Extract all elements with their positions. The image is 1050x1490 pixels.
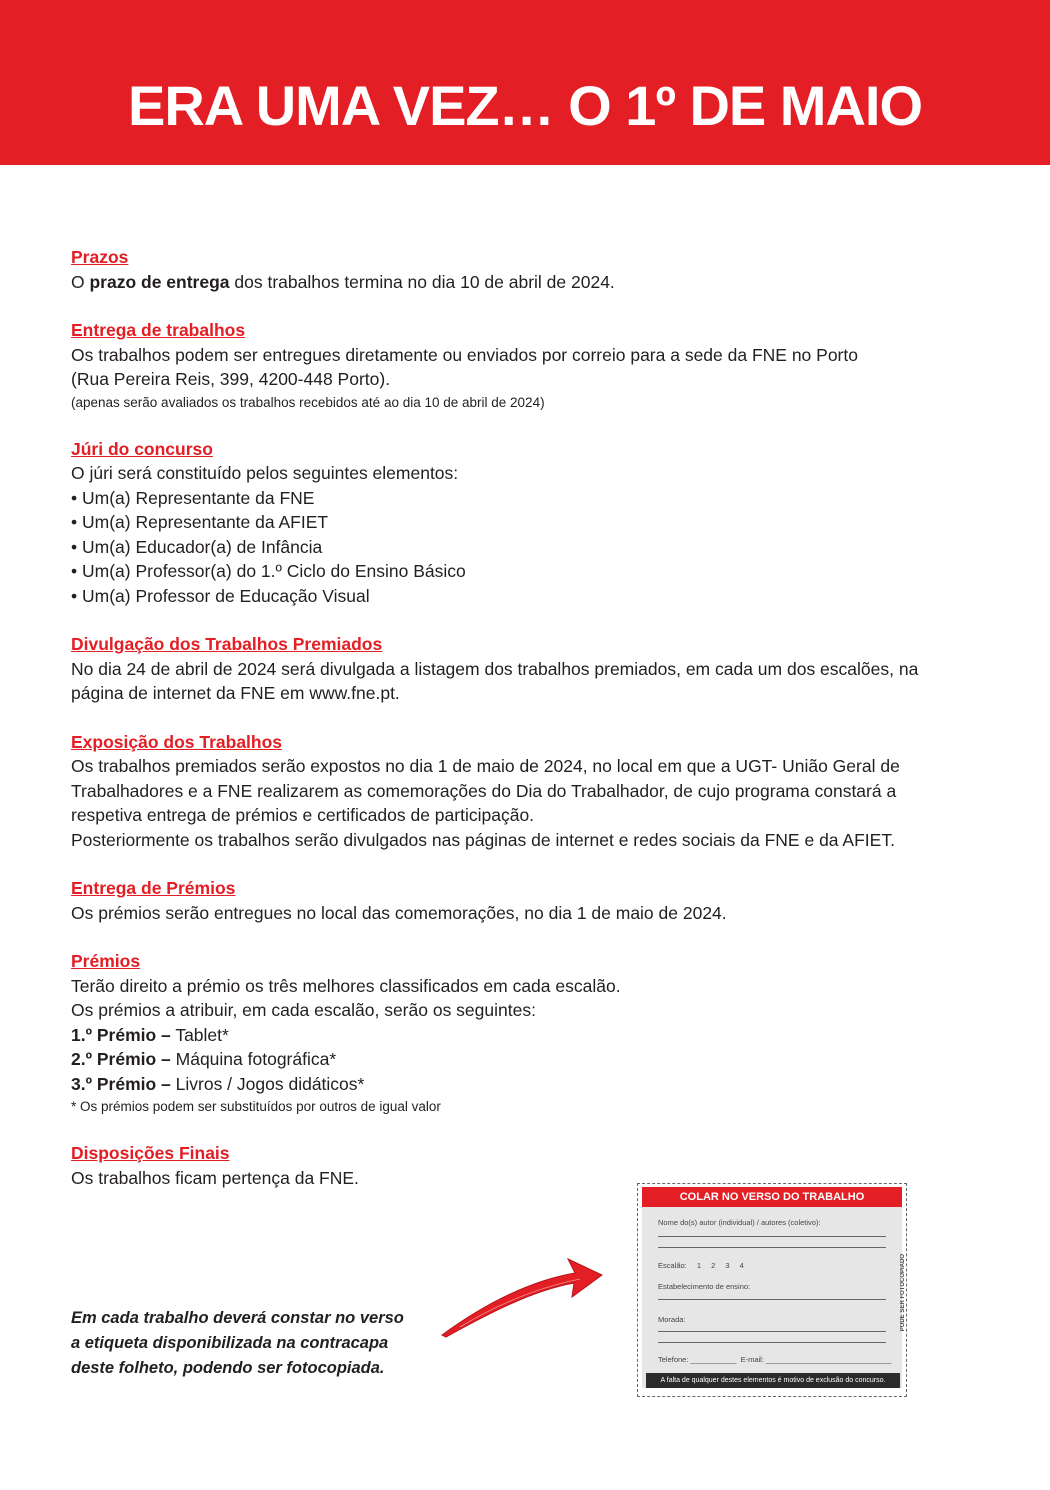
prize-item: 3.º Prémio – Livros / Jogos didáticos* bbox=[71, 1073, 365, 1094]
list-item: • Um(a) Representante da FNE bbox=[71, 486, 971, 511]
cut-out-label bbox=[637, 1183, 907, 1397]
section-divulgacao bbox=[71, 632, 971, 706]
label-line bbox=[658, 1342, 886, 1343]
label-line bbox=[658, 1299, 886, 1300]
paragraph: No dia 24 de abril de 2024 será divulgada a listagem dos trabalhos premiados, em cada um dos escalões, na página de internet da FNE em www.fne.pt. bbox=[71, 658, 919, 703]
label-line bbox=[658, 1236, 886, 1237]
label-field-escalao: Escalão: 1 2 3 4 bbox=[658, 1261, 744, 1270]
label-field-school: Estabelecimento de ensino: bbox=[658, 1282, 751, 1291]
prazos-text: O prazo de entrega dos trabalhos termina no dia 10 de abril de 2024. bbox=[71, 271, 615, 292]
label-field-authors: Nome do(s) autor (individual) / autores (coletivo): bbox=[658, 1218, 821, 1227]
label-header: COLAR NO VERSO DO TRABALHO bbox=[642, 1187, 902, 1207]
label-body bbox=[642, 1187, 902, 1388]
label-line bbox=[658, 1247, 886, 1248]
paragraph: O júri será constituído pelos seguintes elementos: bbox=[71, 463, 459, 483]
note-text: (apenas serão avaliados os trabalhos recebidos até ao dia 10 de abril de 2024) bbox=[71, 394, 545, 410]
section-heading: Disposições Finais bbox=[71, 1143, 230, 1163]
page-title: ERA UMA VEZ… O 1º DE MAIO bbox=[127, 74, 923, 137]
paragraph: Posteriormente os trabalhos serão divulgados nas páginas de internet e redes sociais da FNE e da AFIET. bbox=[71, 829, 895, 850]
section-exposicao bbox=[71, 730, 971, 853]
paragraph: Os prémios a atribuir, em cada escalão, serão os seguintes: bbox=[71, 1000, 536, 1020]
section-entrega-trabalhos bbox=[71, 318, 971, 413]
section-premios bbox=[71, 949, 971, 1117]
section-prazos bbox=[71, 245, 971, 294]
paragraph: Os trabalhos ficam pertença da FNE. bbox=[71, 1167, 359, 1188]
section-heading: Prémios bbox=[71, 951, 141, 971]
section-heading: Prazos bbox=[71, 247, 129, 267]
arrow-icon bbox=[440, 1245, 610, 1340]
instruction-note: Em cada trabalho deverá constar no verso a etiqueta disponibilizada na contracapa deste folheto, podendo ser fotocopiada. bbox=[71, 1309, 404, 1377]
jury-list bbox=[71, 486, 971, 609]
section-heading: Júri do concurso bbox=[71, 438, 213, 459]
label-line bbox=[658, 1331, 886, 1332]
paragraph: (Rua Pereira Reis, 399, 4200-448 Porto). bbox=[71, 369, 391, 389]
label-field-address: Morada: bbox=[658, 1315, 686, 1324]
regulations-body bbox=[71, 245, 971, 1214]
section-entrega-premios bbox=[71, 876, 971, 925]
list-item: • Um(a) Professor(a) do 1.º Ciclo do Ensino Básico bbox=[71, 559, 971, 584]
section-heading: Entrega de trabalhos bbox=[71, 320, 246, 340]
footnote: * Os prémios podem ser substituídos por outros de igual valor bbox=[71, 1099, 441, 1114]
section-heading: Divulgação dos Trabalhos Premiados bbox=[71, 634, 383, 654]
list-item: • Um(a) Representante da AFIET bbox=[71, 510, 971, 535]
title-banner bbox=[0, 0, 1050, 165]
paragraph: Os prémios serão entregues no local das comemorações, no dia 1 de maio de 2024. bbox=[71, 902, 727, 923]
section-heading: Exposição dos Trabalhos bbox=[71, 731, 283, 752]
list-item: • Um(a) Educador(a) de Infância bbox=[71, 535, 971, 560]
label-field-contacts: Telefone: ___________ E-mail: ______________________________ bbox=[658, 1355, 892, 1364]
prize-item: 1.º Prémio – Tablet* bbox=[71, 1024, 229, 1045]
list-item: • Um(a) Professor de Educação Visual bbox=[71, 584, 971, 609]
paragraph: Os trabalhos premiados serão expostos no dia 1 de maio de 2024, no local em que a UGT- União Geral de Trabalhadores e a FNE realizarem as comemorações do Dia do Trabalhador, de cujo programa constará a respetiva entrega de prémios e certificados de participação. bbox=[71, 756, 900, 825]
paragraph: Os trabalhos podem ser entregues diretamente ou enviados por correio para a sede da FNE no Porto bbox=[71, 344, 858, 365]
section-heading: Entrega de Prémios bbox=[71, 878, 236, 898]
paragraph: Terão direito a prémio os três melhores classificados em cada escalão. bbox=[71, 975, 621, 996]
section-juri bbox=[71, 437, 971, 609]
label-footer: A falta de qualquer destes elementos é motivo de exclusão do concurso. bbox=[646, 1373, 900, 1388]
label-side-text: PODE SER FOTOCOPIADO bbox=[900, 1254, 906, 1332]
prize-item: 2.º Prémio – Máquina fotográfica* bbox=[71, 1049, 337, 1069]
